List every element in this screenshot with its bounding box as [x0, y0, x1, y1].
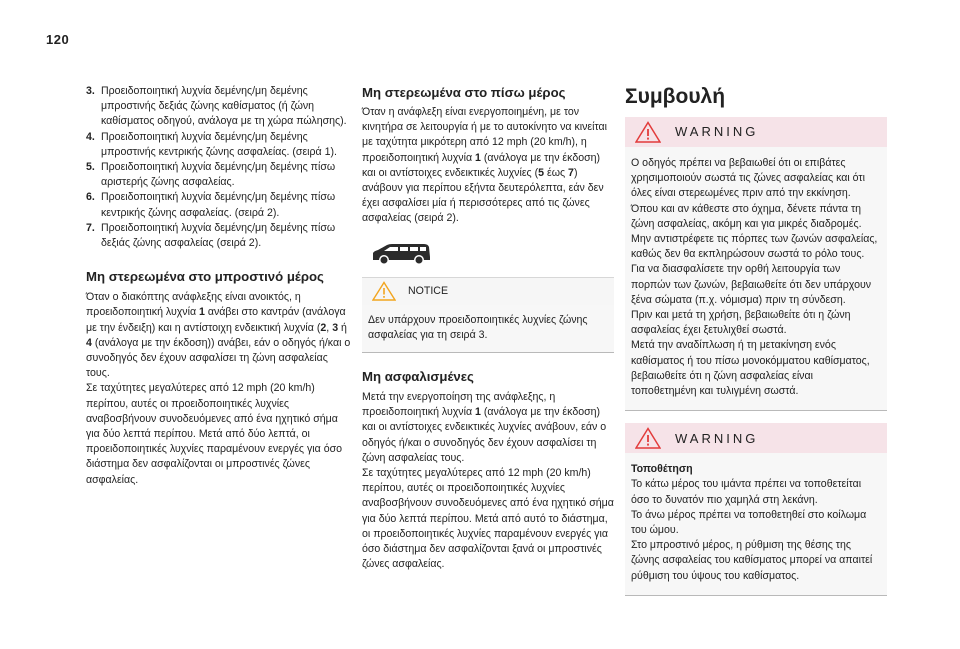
warning-text-2: Το κάτω μέρος του ιμάντα πρέπει να τοποθετείται όσο το δυνατόν πιο χαμηλά στη λεκάνη. Το άνω μέρος πρέπει να τοποθετηθεί στο κοίλωμα του ώμου. Στο μπροστινό μέρος, η ρύθμιση της θέσης της ζώνης ασφαλείας του καθίσματος μπορεί να απαιτεί ρύθμιση του ύψους του καθίσματος. [631, 478, 873, 582]
list-item: 6. Προειδοποιητική λυχνία δεμένης/μη δεμένης πίσω κεντρικής ζώνης ασφαλείας. (σειρά 2). [86, 191, 336, 219]
left-column [86, 84, 354, 488]
notice-title: NOTICE [408, 284, 449, 297]
notice-triangle-icon [372, 281, 396, 301]
section-heading-front: Μη στερεωμένα στο μπροστινό μέρος [86, 269, 324, 285]
list-item: 3. Προειδοποιητική λυχνία δεμένης/μη δεμένης μπροστινής δεξιάς ζώνης καθίσματος (ή ζώνη καθίσματος οδηγού, ανάλογα με τη χώρα πώλησης). [86, 85, 347, 128]
front-paragraph-1: Όταν ο διακόπτης ανάφλεξης είναι ανοικτός, η προειδοποιητική λυχνία 1 ανάβει στο καντράν (ανάλογα με την ένδειξη) και η αντίστοιχη ενδεικτική λυχνία (2, 3 ή 4 (ανάλογα με την έκδοση)) ανάβει, εάν ο οδηγός ή/και ο συνοδηγός δεν έχουν ασφαλίσει τη ζώνη ασφαλείας τους. [86, 291, 351, 380]
section-heading-rear: Μη στερεωμένα στο πίσω μέρος [362, 85, 566, 100]
page-number: 120 [46, 32, 70, 47]
warning-title-2: WARNING [675, 430, 759, 446]
warning-header-1 [625, 117, 887, 147]
warning-lamp-list [86, 84, 354, 251]
warning-box-1 [625, 117, 887, 411]
warning-title-1: WARNING [675, 124, 759, 140]
vehicle-icon [370, 241, 614, 267]
right-column [625, 84, 887, 596]
warning-header-2 [625, 423, 887, 453]
notice-box [362, 277, 614, 353]
warning-triangle-icon [635, 427, 661, 449]
rear-paragraph: Όταν η ανάφλεξη είναι ενεργοποιημένη, με τον κινητήρα σε λειτουργία ή με το αυτοκίνητο να κινείται με ταχύτητα μικρότερη από 12 mph (20 km/h), η προειδοποιητική λυχνία 1 (ανάλογα με την έκδοση) και οι αντίστοιχες ενδεικτικές λυχνίες (5 έως 7) ανάβουν για περίπου εξήντα δευτερόλεπτα, εάν δεν έχει ασφαλίσει μία ή περισσότερες από τις ζώνες ασφαλείας (σειρά 2). [362, 106, 607, 225]
section-heading-unfastened: Μη ασφαλισμένες [362, 369, 474, 385]
front-paragraph-2: Σε ταχύτητες μεγαλύτερες από 12 mph (20 km/h) περίπου, αυτές οι προειδοποιητικές λυχνίες αναβοσβήνουν συνοδευόμενες από ένα ηχητικό σήμα για δύο λεπτά περίπου. Μετά από δύο λεπτά, οι προειδοποιητικές λυχνίες παραμένουν ενεργές για όσο διάστημα δεν ασφαλίζονται οι μπροστινές ζώνες ασφαλείας. [86, 382, 343, 486]
list-item: 7. Προειδοποιητική λυχνία δεμένης/μη δεμένης πίσω δεξιάς ζώνης ασφαλείας (σειρά 2). [86, 221, 336, 250]
unfastened-paragraph-1: Μετά την ενεργοποίηση της ανάφλεξης, η προειδοποιητική λυχνία 1 (ανάλογα με την έκδοση) και οι αντίστοιχες ενδεικτικές λυχνίες ανάβουν, εάν ο οδηγός ή/και ο συνοδηγός δεν έχουν ασφαλίσει τη ζώνη ασφαλείας τους. [362, 391, 607, 464]
list-item: 5. Προειδοποιητική λυχνία δεμένης/μη δεμένης πίσω αριστερής ζώνης ασφαλείας. [86, 161, 336, 189]
notice-header [362, 277, 614, 305]
warning-subtitle-2: Τοποθέτηση [631, 463, 693, 476]
warning-text-1: Ο οδηγός πρέπει να βεβαιωθεί ότι οι επιβάτες χρησιμοποιούν σωστά τις ζώνες ασφαλείας και ότι όλες είναι στερεωμένες πριν από την εκκίνηση. Όπου και αν κάθεστε στο όχημα, δένετε πάντα τη ζώνη ασφαλείας, ακόμη και για μικρές διαδρομές. Μην αντιστρέφετε τις πόρπες των ζωνών ασφαλείας, καθώς δεν θα εκπληρώσουν σωστά το ρόλο τους. Για να διασφαλίσετε την ορθή λειτουργία των πορπών των ζωνών, βεβαιωθείτε ότι δεν υπάρχουν ξένα σώματα (π.χ. νόμισμα) πριν τη σύνδεση. Πριν και μετά τη χρήση, βεβαιωθείτε ότι η ζώνη ασφαλείας έχει ξετυλιχθεί σωστά. Μετά την αναδίπλωση ή τη μετακίνηση ενός καθίσματος ή του πίσω μονοκόμματου καθίσματος, βεβαιωθείτε ότι η ζώνη ασφαλείας είναι τοποθετημένη και τυλιγμένη σωστά. [631, 157, 878, 398]
middle-column [362, 84, 614, 572]
list-item: 4. Προειδοποιητική λυχνία δεμένης/μη δεμένης μπροστινής κεντρικής ζώνης ασφαλείας. (σειρά 1). [86, 130, 337, 158]
unfastened-paragraph-2: Σε ταχύτητες μεγαλύτερες από 12 mph (20 km/h) περίπου, αυτές οι προειδοποιητικές λυχνίες αναβοσβήνουν συνοδευόμενες από ένα ηχητικό σήμα για δύο λεπτά περίπου. Μετά από αυτό το διάστημα, οι προειδοποιητικές λυχνίες παραμένουν ενεργές για όσο διάστημα δεν ασφαλίζονται ξανά οι μπροστινές ζώνες ασφαλείας. [362, 467, 614, 571]
notice-text: Δεν υπάρχουν προειδοποιητικές λυχνίες ζώνης ασφαλείας για τη σειρά 3. [368, 313, 588, 341]
warning-triangle-icon [635, 121, 661, 143]
advice-heading: Συμβουλή [625, 85, 726, 108]
warning-box-2 [625, 423, 887, 596]
